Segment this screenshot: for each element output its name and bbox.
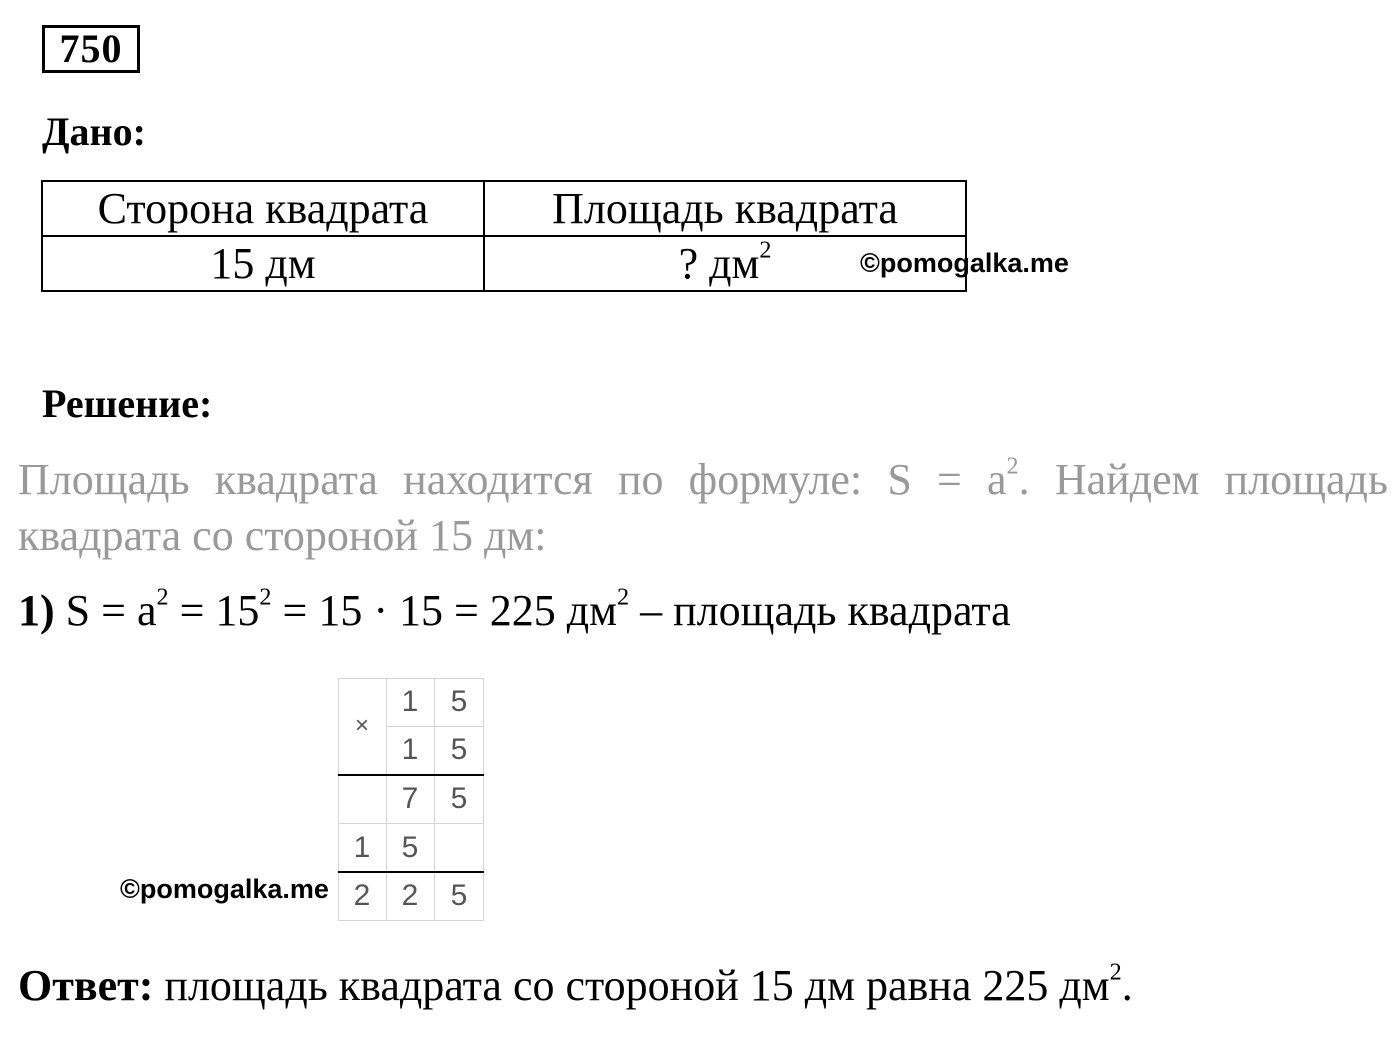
watermark-bottom: ©pomogalka.me — [120, 874, 329, 904]
digit-r1-c2: 1 — [401, 685, 419, 718]
digit-r5-c3: 5 — [450, 879, 468, 912]
digit-r3-c2: 7 — [401, 782, 419, 815]
digit-r2-c3: 5 — [450, 733, 468, 766]
explanation-text: Площадь квадрата находится по формуле: $S = a^2$. Найдем площадь квадрата со стороной 15 дм: — [18, 452, 1389, 560]
digit-r3-c3: 5 — [450, 782, 468, 815]
given-table — [41, 180, 967, 292]
digit-r2-c2: 1 — [401, 733, 419, 766]
value-side: 15 дм — [42, 236, 484, 291]
watermark-top: ©pomogalka.me — [860, 248, 1069, 278]
digit-r1-c3: 5 — [450, 685, 468, 718]
answer-label: Ответ: — [18, 961, 154, 1010]
given-heading: Дано: — [42, 109, 146, 154]
multiplication-grid — [338, 678, 484, 921]
digit-r5-c1: 2 — [353, 879, 371, 912]
multiply-sign: × — [354, 712, 369, 739]
digit-r4-c1: 1 — [353, 831, 371, 864]
header-area: Площадь квадрата — [484, 181, 966, 236]
step-1: 1) $S = a^2 = 15^2 = 15 \cdot 15 = 225$ $дм^2$ – площадь квадрата — [18, 583, 1011, 635]
digit-r5-c2: 2 — [401, 879, 419, 912]
problem-number: 750 — [42, 25, 140, 73]
answer-line: Ответ: площадь квадрата со стороной 15 дм равна 225 $дм^2$. — [18, 958, 1133, 1010]
digit-r4-c2: 5 — [401, 831, 419, 864]
solution-heading: Решение: — [42, 381, 213, 426]
value-area: ? $дм^2$ — [484, 236, 966, 291]
header-side: Сторона квадрата — [42, 181, 484, 236]
